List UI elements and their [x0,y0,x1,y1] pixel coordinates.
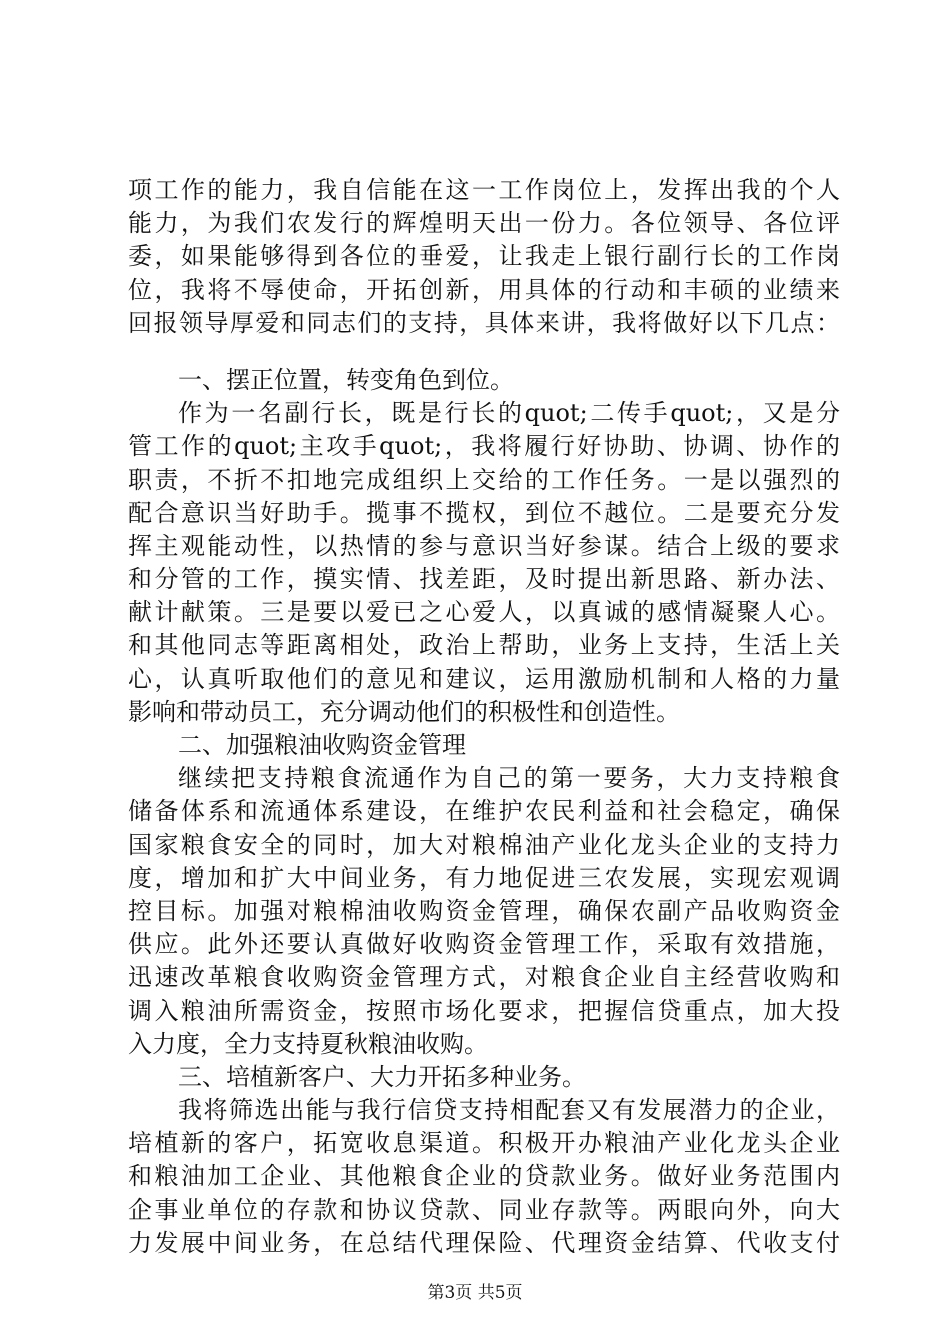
text-line: 国家粮食安全的同时，加大对粮棉油产业化龙头企业的支持力 [128,830,840,859]
text-line: 职责，不折不扣地完成组织上交给的工作任务。一是以强烈的 [128,465,840,494]
text-line: 力发展中间业务，在总结代理保险、代理资金结算、代收支付 [128,1228,840,1257]
text-line: 企事业单位的存款和协议贷款、同业存款等。两眼向外，向大 [128,1195,840,1224]
text-line: 项工作的能力，我自信能在这一工作岗位上，发挥出我的个人 [128,176,840,204]
text-line: 控目标。加强对粮棉油收购资金管理，确保农副产品收购资金 [128,896,840,925]
text-line: 入力度，全力支持夏秋粮油收购。 [128,1029,488,1058]
text-line: 继续把支持粮食流通作为自己的第一要务，大力支持粮食 [178,764,840,793]
section-heading-2: 二、加强粮油收购资金管理 [178,731,466,759]
text-line: 挥主观能动性，以热情的参与意识当好参谋。结合上级的要求 [128,531,840,560]
text-line: 能力，为我们农发行的辉煌明天出一份力。各位领导、各位评 [128,209,840,238]
text-line: 位，我将不辱使命，开拓创新，用具体的行动和丰硕的业绩来 [128,275,840,304]
text-line: 献计献策。三是要以爱已之心爱人，以真诚的感情凝聚人心。 [128,598,840,627]
section-heading-3: 三、培植新客户、大力开拓多种业务。 [178,1062,586,1091]
text-line: 和其他同志等距离相处，政治上帮助，业务上支持，生活上关 [128,631,840,660]
text-line: 配合意识当好助手。揽事不揽权，到位不越位。二是要充分发 [128,498,840,527]
text-line: 委，如果能够得到各位的垂爱，让我走上银行副行长的工作岗 [128,242,840,271]
text-line: 我将筛选出能与我行信贷支持相配套又有发展潜力的企业， [178,1096,840,1125]
text-line: 心，认真听取他们的意见和建议，运用激励机制和人格的力量 [128,664,840,693]
text-line: 调入粮油所需资金，按照市场化要求，把握信贷重点，加大投 [128,996,840,1025]
section-heading-1: 一、摆正位置，转变角色到位。 [178,365,514,394]
text-line: 影响和带动员工，充分调动他们的积极性和创造性。 [128,697,680,726]
text-line: 回报领导厚爱和同志们的支持，具体来讲，我将做好以下几点： [128,308,840,337]
page-number-footer: 第3页 共5页 [427,1283,523,1303]
text-line: 和分管的工作，摸实情、找差距，及时提出新思路、新办法、 [128,565,840,594]
paragraph-gap [128,340,840,364]
document-body [128,174,840,1260]
text-line: 供应。此外还要认真做好收购资金管理工作，采取有效措施， [128,930,840,959]
text-line: 度，增加和扩大中间业务，有力地促进三农发展，实现宏观调 [128,863,840,892]
text-line: 培植新的客户，拓宽收息渠道。积极开办粮油产业化龙头企业 [128,1129,840,1158]
text-line: 作为一名副行长，既是行长的quot;二传手quot;，又是分 [178,399,840,428]
text-line: 储备体系和流通体系建设，在维护农民利益和社会稳定，确保 [128,797,840,826]
text-line: 迅速改革粮食收购资金管理方式，对粮食企业自主经营收购和 [128,963,840,992]
text-line: 管工作的quot;主攻手quot;，我将履行好协助、协调、协作的 [128,432,840,461]
text-line: 和粮油加工企业、其他粮食企业的贷款业务。做好业务范围内 [128,1162,840,1191]
